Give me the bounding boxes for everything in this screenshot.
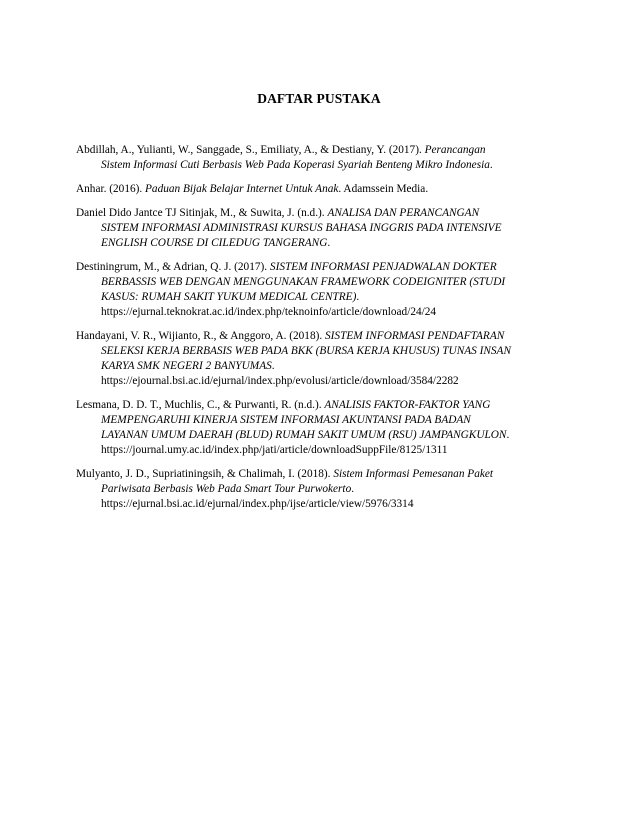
reference-title-text: Sistem Informasi Cuti Berbasis Web Pada Koperasi Syariah Benteng Mikro Indonesia [101,159,490,171]
reference-title-text: LAYANAN UMUM DAERAH (BLUD) RUMAH SAKIT UMUM (RSU) JAMPANGKULON [101,429,507,441]
reference-text: https://ejurnal.teknokrat.ac.id/index.php/teknoinfo/article/download/24/24 [101,306,437,318]
reference-text: . [356,291,360,303]
reference-line [76,182,564,197]
reference-text: . [351,483,355,495]
reference-text: . [506,429,510,441]
reference-line [101,290,564,305]
reference-line [76,467,564,482]
reference-list [76,143,564,521]
reference-line [101,158,564,173]
reference-line [76,260,564,275]
reference-line [101,344,564,359]
reference-text: . [271,360,275,372]
reference-title-text: BERBASSIS WEB DENGAN MENGGUNAKAN FRAMEWORK CODEIGNITER (STUDI [101,276,506,288]
reference-text: . [489,159,493,171]
reference-entry [76,143,564,173]
reference-title-text: Pariwisata Berbasis Web Pada Smart Tour Purwokerto [101,483,352,495]
reference-line [101,305,564,320]
reference-entry [76,182,564,197]
reference-title-text: KARYA SMK NEGERI 2 BANYUMAS [101,360,272,372]
reference-text: Handayani, V. R., Wijianto, R., & Anggoro, A. (2018). [76,330,326,342]
reference-text: Destiningrum, M., & Adrian, Q. J. (2017). [76,261,270,273]
reference-text: Daniel Dido Jantce TJ Sitinjak, M., & Suwita, J. (n.d.). [76,207,328,219]
reference-text: https://ejurnal.bsi.ac.id/ejurnal/index.php/ijse/article/view/5976/3314 [101,498,414,510]
reference-entry [76,260,564,320]
reference-entry [76,329,564,389]
reference-text: Mulyanto, J. D., Supriatiningsih, & Chalimah, I. (2018). [76,468,334,480]
reference-text: . Adamssein Media. [338,183,429,195]
reference-title-text: SELEKSI KERJA BERBASIS WEB PADA BKK (BURSA KERJA KHUSUS) TUNAS INSAN [101,345,511,357]
reference-text: https://journal.umy.ac.id/index.php/jati/article/downloadSuppFile/8125/1311 [101,444,448,456]
page-title: DAFTAR PUSTAKA [257,91,381,106]
reference-text: https://ejournal.bsi.ac.id/ejurnal/index.php/evolusi/article/download/3584/2282 [101,375,459,387]
reference-text: Lesmana, D. D. T., Muchlis, C., & Purwanti, R. (n.d.). [76,399,325,411]
reference-line [101,443,564,458]
reference-title-text: ANALISIS FAKTOR-FAKTOR YANG [324,399,491,411]
reference-line [101,275,564,290]
reference-entry [76,206,564,251]
reference-line [101,236,564,251]
reference-line [76,206,564,221]
reference-line [101,359,564,374]
reference-entry [76,398,564,458]
reference-text: . [327,237,331,249]
reference-line [101,221,564,236]
reference-line [101,482,564,497]
reference-line [101,374,564,389]
reference-title-text: SISTEM INFORMASI PENDAFTARAN [325,330,505,342]
reference-line [101,428,564,443]
reference-title-text: ENGLISH COURSE DI CILEDUG TANGERANG [101,237,328,249]
reference-line [76,398,564,413]
reference-title-text: KASUS: RUMAH SAKIT YUKUM MEDICAL CENTRE) [101,291,357,303]
reference-title-text: MEMPENGARUHI KINERJA SISTEM INFORMASI AKUNTANSI PADA BADAN [101,414,471,426]
reference-title-text: Paduan Bijak Belajar Internet Untuk Anak [145,183,339,195]
reference-title-text: Perancangan [424,144,486,156]
reference-line [101,413,564,428]
reference-line [101,497,564,512]
reference-line [76,329,564,344]
reference-title-text: SISTEM INFORMASI ADMINISTRASI KURSUS BAHASA INGGRIS PADA INTENSIVE [101,222,502,234]
reference-entry [76,467,564,512]
reference-text: Abdillah, A., Yulianti, W., Sanggade, S., Emiliaty, A., & Destiany, Y. (2017). [76,144,425,156]
reference-title-text: ANALISA DAN PERANCANGAN [327,207,480,219]
reference-title-text: Sistem Informasi Pemesanan Paket [333,468,494,480]
reference-title-text: SISTEM INFORMASI PENJADWALAN DOKTER [269,261,497,273]
reference-text: Anhar. (2016). [76,183,146,195]
reference-line [76,143,564,158]
